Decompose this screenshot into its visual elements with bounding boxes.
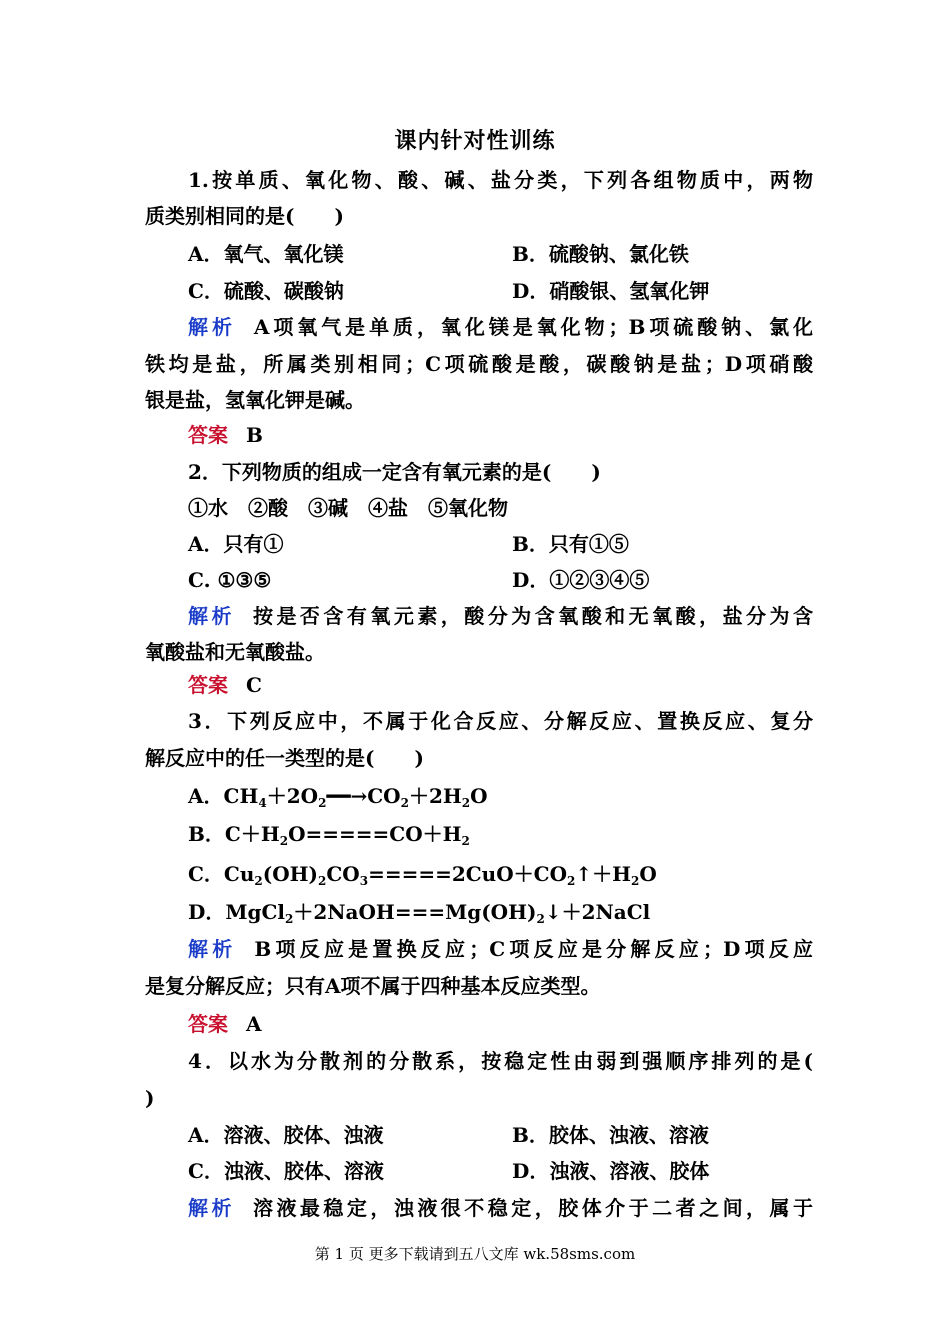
- q4-options-cd: [188, 1157, 813, 1185]
- q2-options-ab: [188, 530, 813, 558]
- q3-option-c-equation: $Cu_2(OH)_2CO_3=====2CuO+CO_2↑+H_2O$: [223, 862, 657, 888]
- analysis-label: 解析: [188, 315, 236, 339]
- q2-answer: [188, 671, 813, 699]
- q3-stem-line1: 3．下列反应中，不属于化合反应、分解反应、置换反应、复分: [188, 709, 813, 733]
- analysis-label: 解析: [188, 604, 235, 628]
- q3-option-b: [188, 820, 813, 848]
- q3-option-a: [188, 782, 813, 810]
- q2-option-d: D．①②③④⑤: [512, 568, 650, 592]
- q3-option-c: [188, 860, 813, 888]
- q1-option-d: D．硝酸银、氢氧化钾: [512, 279, 710, 303]
- q1-analysis-line2: 铁均是盐，所属类别相同；C项硫酸是酸，碳酸钠是盐；D项硝酸: [145, 352, 813, 376]
- q2-analysis-line2: 氧酸盐和无氧酸盐。: [145, 640, 325, 664]
- q3-option-d: [188, 898, 813, 926]
- q1-analysis-text1: A项氧气是单质，氧化镁是氧化物；B项硫酸钠、氯化: [253, 315, 814, 339]
- q4-option-d: D．浊液、溶液、胶体: [512, 1159, 710, 1183]
- q1-stem-line1: 1.按单质、氧化物、酸、碱、盐分类，下列各组物质中，两物: [188, 168, 813, 192]
- q3-analysis-line2: 是复分解反应；只有A项不属于四种基本反应类型。: [145, 974, 601, 998]
- q3-answer: [188, 1010, 813, 1038]
- q4-analysis-text1: 溶液最稳定，浊液很不稳定，胶体介于二者之间，属于: [252, 1196, 814, 1220]
- q4-analysis-line1: [188, 1194, 813, 1222]
- q1-analysis-line1: [188, 313, 813, 341]
- analysis-label: 解析: [188, 1196, 235, 1220]
- q2-items: ①水 ②酸 ③碱 ④盐 ⑤氧化物: [188, 496, 508, 520]
- q3-option-d-prefix: D．: [188, 900, 226, 924]
- q2-analysis-line1: [188, 602, 813, 630]
- answer-label: 答案: [188, 423, 228, 447]
- q4-option-a: A．溶液、胶体、浊液: [188, 1123, 384, 1147]
- answer-label: 答案: [188, 1012, 228, 1036]
- q3-option-a-equation: $CH_4+2O_2━━\to CO_2+2H_2O$: [223, 784, 488, 810]
- q3-analysis-line1: [188, 935, 813, 963]
- q3-answer-value: A: [246, 1012, 262, 1036]
- q2-option-b: B．只有①⑤: [512, 532, 629, 556]
- q3-analysis-text1: B项反应是置换反应；C项反应是分解反应；D项反应: [254, 937, 813, 961]
- q3-option-d-equation: $MgCl_2+2NaOH===Mg(OH)_2↓+2NaCl$: [225, 900, 651, 926]
- q4-option-c: C．浊液、胶体、溶液: [188, 1159, 384, 1183]
- q3-option-b-prefix: B．: [188, 822, 225, 846]
- q1-option-b: B．硫酸钠、氯化铁: [512, 242, 689, 266]
- q3-option-b-equation: $C+H_2O=====CO+H_2$: [224, 822, 470, 848]
- q4-options-ab: [188, 1121, 813, 1149]
- q2-option-c: C. ①③⑤: [188, 568, 272, 592]
- q2-option-a: A．只有①: [188, 532, 284, 556]
- q1-analysis-line3: 银是盐，氢氧化钾是碱。: [145, 388, 365, 412]
- q4-option-b: B．胶体、浊液、溶液: [512, 1123, 709, 1147]
- page-title: 课内针对性训练: [394, 128, 556, 154]
- q1-option-c: C．硫酸、碳酸钠: [188, 279, 344, 303]
- q1-options-ab: [188, 240, 813, 268]
- q1-answer: [188, 421, 813, 449]
- q1-answer-value: B: [246, 423, 263, 447]
- answer-label: 答案: [188, 673, 228, 697]
- q1-stem-line2: 质类别相同的是( ): [145, 204, 344, 228]
- q3-stem-line2: 解反应中的任一类型的是( ): [145, 746, 424, 770]
- q3-option-a-prefix: A．: [188, 784, 224, 808]
- page-footer: 第 1 页 更多下载请到五八文库 wk.58sms.com: [314, 1245, 636, 1263]
- q1-option-a: A．氧气、氧化镁: [188, 242, 344, 266]
- q2-stem-line1: 2．下列物质的组成一定含有氧元素的是( ): [188, 460, 601, 484]
- q2-options-cd: [188, 566, 813, 594]
- q2-answer-value: C: [246, 673, 262, 697]
- q4-stem-line2: ): [145, 1086, 155, 1110]
- q1-options-cd: [188, 277, 813, 305]
- q4-stem-line1: 4．以水为分散剂的分散系，按稳定性由弱到强顺序排列的是(: [188, 1049, 813, 1073]
- analysis-label: 解析: [188, 937, 237, 961]
- q2-analysis-text1: 按是否含有氧元素，酸分为含氧酸和无氧酸，盐分为含: [252, 604, 814, 628]
- q3-option-c-prefix: C．: [188, 862, 224, 886]
